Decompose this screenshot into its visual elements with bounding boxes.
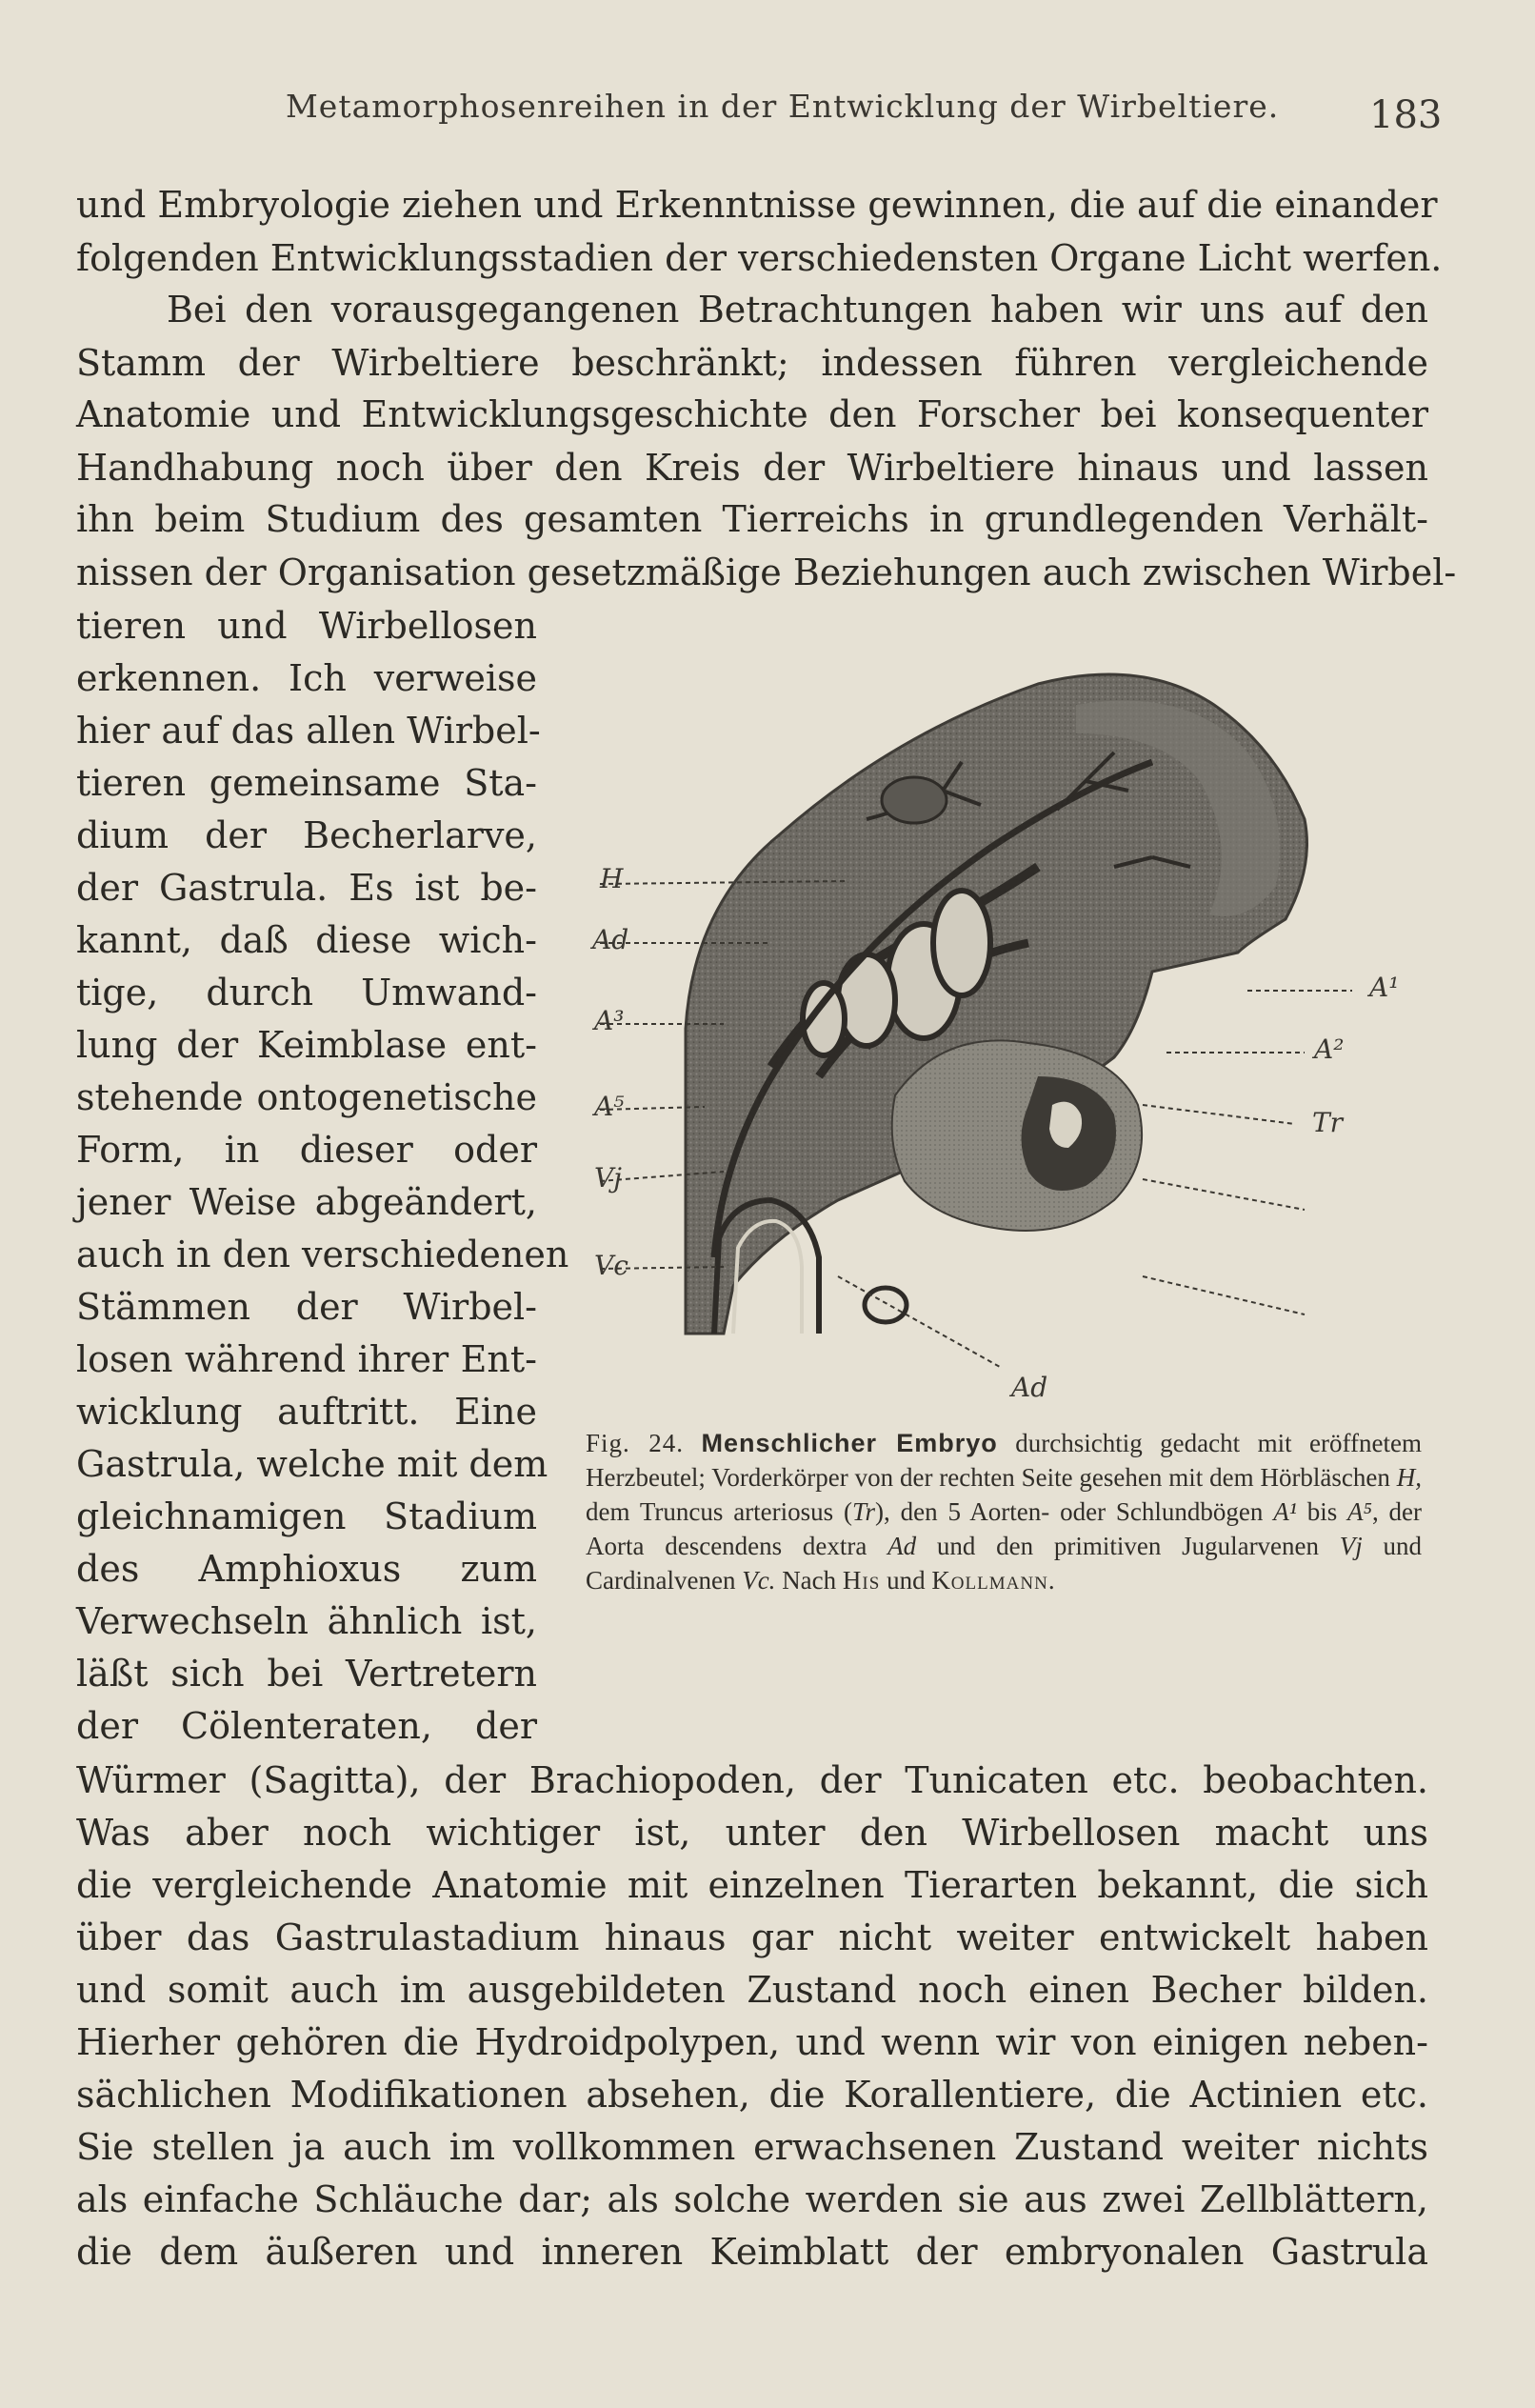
body-line: Was aber noch wichtiger ist, unter den Wirbellosen macht uns [76, 1812, 1428, 1854]
body-line: folgenden Entwicklungsstadien der verschiedensten Organe Licht werfen. [76, 237, 1443, 279]
caption-text: und [887, 1566, 926, 1595]
body-line: über das Gastrulastadium hinaus gar nicht weiter entwickelt haben [76, 1916, 1428, 1958]
column-line: Gastrula, welche mit dem [76, 1443, 548, 1485]
label-Vc: Vc [594, 1250, 628, 1281]
body-line: sächlichen Modifikationen absehen, die Korallentiere, die Actinien etc. [76, 2074, 1428, 2116]
caption-text: Nach [782, 1566, 837, 1595]
embryo-figure [581, 667, 1447, 1410]
label-Ad-bottom: Ad [1011, 1372, 1048, 1403]
label-A1: A¹ [1369, 972, 1400, 1003]
caption-symbol: A⁵ [1347, 1497, 1372, 1526]
label-A5: A⁵ [594, 1091, 625, 1122]
column-line: kannt, daß diese wich- [76, 919, 537, 961]
caption-symbol: Vj [1339, 1532, 1363, 1560]
body-line: Hierher gehören die Hydroidpolypen, und wenn wir von einigen neben- [76, 2021, 1428, 2063]
label-Ad-left: Ad [592, 924, 629, 955]
caption-symbol: Tr [852, 1497, 876, 1526]
body-line: Handhabung noch über den Kreis der Wirbeltiere hinaus und lassen [76, 447, 1428, 489]
body-line: Würmer (Sagitta), der Brachiopoden, der Tunicaten etc. beobachten. [76, 1759, 1428, 1801]
column-line: tieren und Wirbellosen [76, 605, 537, 647]
body-line: die dem äußeren und inneren Keimblatt der embryonalen Gastrula [76, 2231, 1428, 2273]
caption-symbol: Ad [887, 1532, 917, 1560]
caption-text: und den primitiven Jugularvenen [936, 1532, 1320, 1560]
caption-symbol: H, [1396, 1463, 1422, 1492]
caption-text: bis [1306, 1497, 1338, 1526]
body-line: Sie stellen ja auch im vollkommen erwachsenen Zustand weiter nichts [76, 2126, 1428, 2168]
body-line: ihn beim Studium des gesamten Tierreichs in grundlegenden Verhält- [76, 498, 1428, 540]
column-line: tieren gemeinsame Sta- [76, 762, 537, 804]
column-line: dium der Becherlarve, [76, 814, 537, 856]
caption-text: durchsichtig gedacht mit eröffnetem Herzbeutel; Vorderkörper von der rechten Seite gesehen mit dem Hörbläschen [586, 1429, 1422, 1492]
column-line: hier auf das allen Wirbel- [76, 710, 541, 752]
column-line: tige, durch Umwand- [76, 972, 537, 1013]
label-Vj: Vj [594, 1162, 622, 1194]
caption-author: Kollmann [931, 1566, 1048, 1595]
column-line: jener Weise abgeändert, [76, 1181, 537, 1223]
running-head: Metamorphosenreihen in der Entwicklung der Wirbeltiere. [286, 88, 1280, 125]
body-line: und Embryologie ziehen und Erkenntnisse gewinnen, die auf die einander [76, 184, 1438, 226]
label-A2: A² [1314, 1033, 1345, 1065]
label-H: H [600, 863, 624, 894]
caption-text: . [1047, 1566, 1055, 1595]
body-line: Stamm der Wirbeltiere beschränkt; indessen führen vergleichende [76, 342, 1428, 384]
caption-symbol: A¹ [1273, 1497, 1297, 1526]
body-line: und somit auch im ausgebildeten Zustand noch einen Becher bilden. [76, 1969, 1428, 2011]
column-line: stehende ontogenetische [76, 1076, 537, 1118]
caption-text: , der Aorta descendens dextra [586, 1497, 1423, 1560]
column-line: losen während ihrer Ent- [76, 1338, 537, 1380]
caption-text: dem Truncus arteriosus ( [586, 1497, 852, 1526]
column-line: wicklung auftritt. Eine [76, 1391, 537, 1433]
column-line: der Gastrula. Es ist be- [76, 867, 537, 909]
body-line: die vergleichende Anatomie mit einzelnen Tierarten bekannt, die sich [76, 1864, 1428, 1906]
column-line: des Amphioxus zum [76, 1548, 537, 1590]
column-line: lung der Keimblase ent- [76, 1024, 537, 1066]
label-A3: A³ [594, 1005, 625, 1036]
caption-symbol: Vc. [742, 1566, 776, 1595]
column-line: auch in den verschiedenen [76, 1234, 569, 1275]
page-number: 183 [1369, 93, 1443, 137]
figure-caption [586, 1426, 1422, 1597]
column-line: erkennen. Ich verweise [76, 657, 537, 699]
column-line: Verwechseln ähnlich ist, [76, 1600, 537, 1642]
caption-text: ), den 5 Aorten- oder Schlundbögen [875, 1497, 1264, 1526]
caption-author: His [842, 1566, 881, 1595]
body-line: Anatomie und Entwicklungsgeschichte den Forscher bei konsequenter [76, 393, 1428, 435]
label-Tr: Tr [1312, 1107, 1344, 1138]
caption-fig-number: Fig. 24. [586, 1429, 684, 1457]
body-line: als einfache Schläuche dar; als solche werden sie aus zwei Zellblättern, [76, 2178, 1428, 2220]
column-line: der Cölenteraten, der [76, 1705, 537, 1747]
body-line: Bei den vorausgegangenen Betrachtungen haben wir uns auf den [167, 289, 1428, 331]
column-line: Form, in dieser oder [76, 1129, 537, 1171]
caption-text: und Cardinalvenen [586, 1532, 1423, 1595]
body-line: nissen der Organisation gesetzmäßige Beziehungen auch zwischen Wirbel- [76, 552, 1457, 593]
column-line: gleichnamigen Stadium [76, 1495, 537, 1537]
column-line: läßt sich bei Vertretern [76, 1653, 537, 1695]
column-line: Stämmen der Wirbel- [76, 1286, 537, 1328]
caption-title: Menschlicher Embryo [701, 1429, 998, 1457]
